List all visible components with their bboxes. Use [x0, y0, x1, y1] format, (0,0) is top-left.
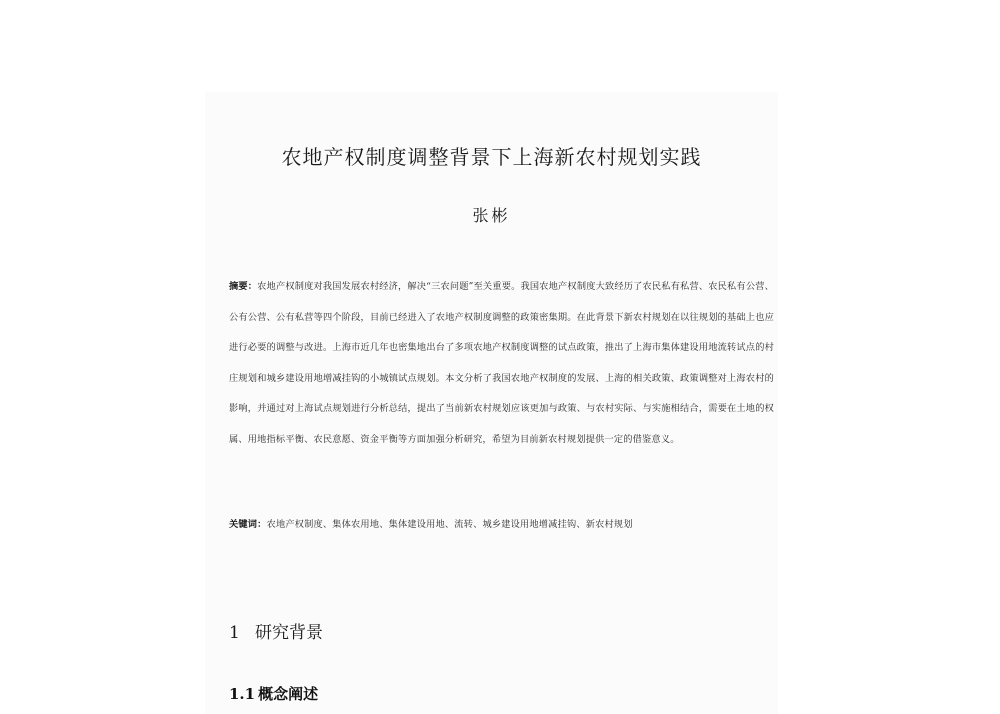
- paper-title: 农地产权制度调整背景下上海新农村规划实践: [281, 145, 702, 169]
- subsection-title: 概念阐述: [258, 685, 319, 703]
- subsection-number: 1.1: [229, 685, 256, 703]
- keywords-label: 关键词：: [229, 519, 267, 530]
- section-heading: [229, 618, 323, 643]
- paper-author: 张彬: [472, 206, 511, 225]
- abstract-paragraph: [229, 272, 774, 456]
- section-number: 1: [229, 623, 240, 643]
- keywords-text: 农地产权制度、集体农用地、集体建设用地、流转、城乡建设用地增减挂钩、新农村规划: [266, 519, 633, 530]
- abstract-label: 摘要：: [229, 281, 258, 292]
- subsection-heading: [229, 683, 318, 704]
- section-title: 研究背景: [255, 623, 323, 643]
- keywords-line: [229, 515, 774, 535]
- abstract-text: 农地产权制度对我国发展农村经济，解决“三农问题”至关重要。我国农地产权制度大致经历了农民私有私营、农民私有公营、公有公营、公有私营等四个阶段，目前已经进入了农地产权制度调整的政策密集期。在此背景下新农村规划在以往规划的基础上也应进行必要的调整与改进。上海市近几年也密集地出台了多项农地产权制度调整的试点政策，推出了上海市集体建设用地流转试点的村庄规划和城乡建设用地增减挂钩的小城镇试点规划。本文分析了我国农地产权制度的发展、上海的相关政策、政策调整对上海农村的影响，并通过对上海试点规划进行分析总结，提出了当前新农村规划应该更加与政策、与农村实际、与实施相结合，需要在土地的权属、用地指标平衡、农民意愿、资金平衡等方面加强分析研究，希望为目前新农村规划提供一定的借鉴意义。: [229, 281, 774, 445]
